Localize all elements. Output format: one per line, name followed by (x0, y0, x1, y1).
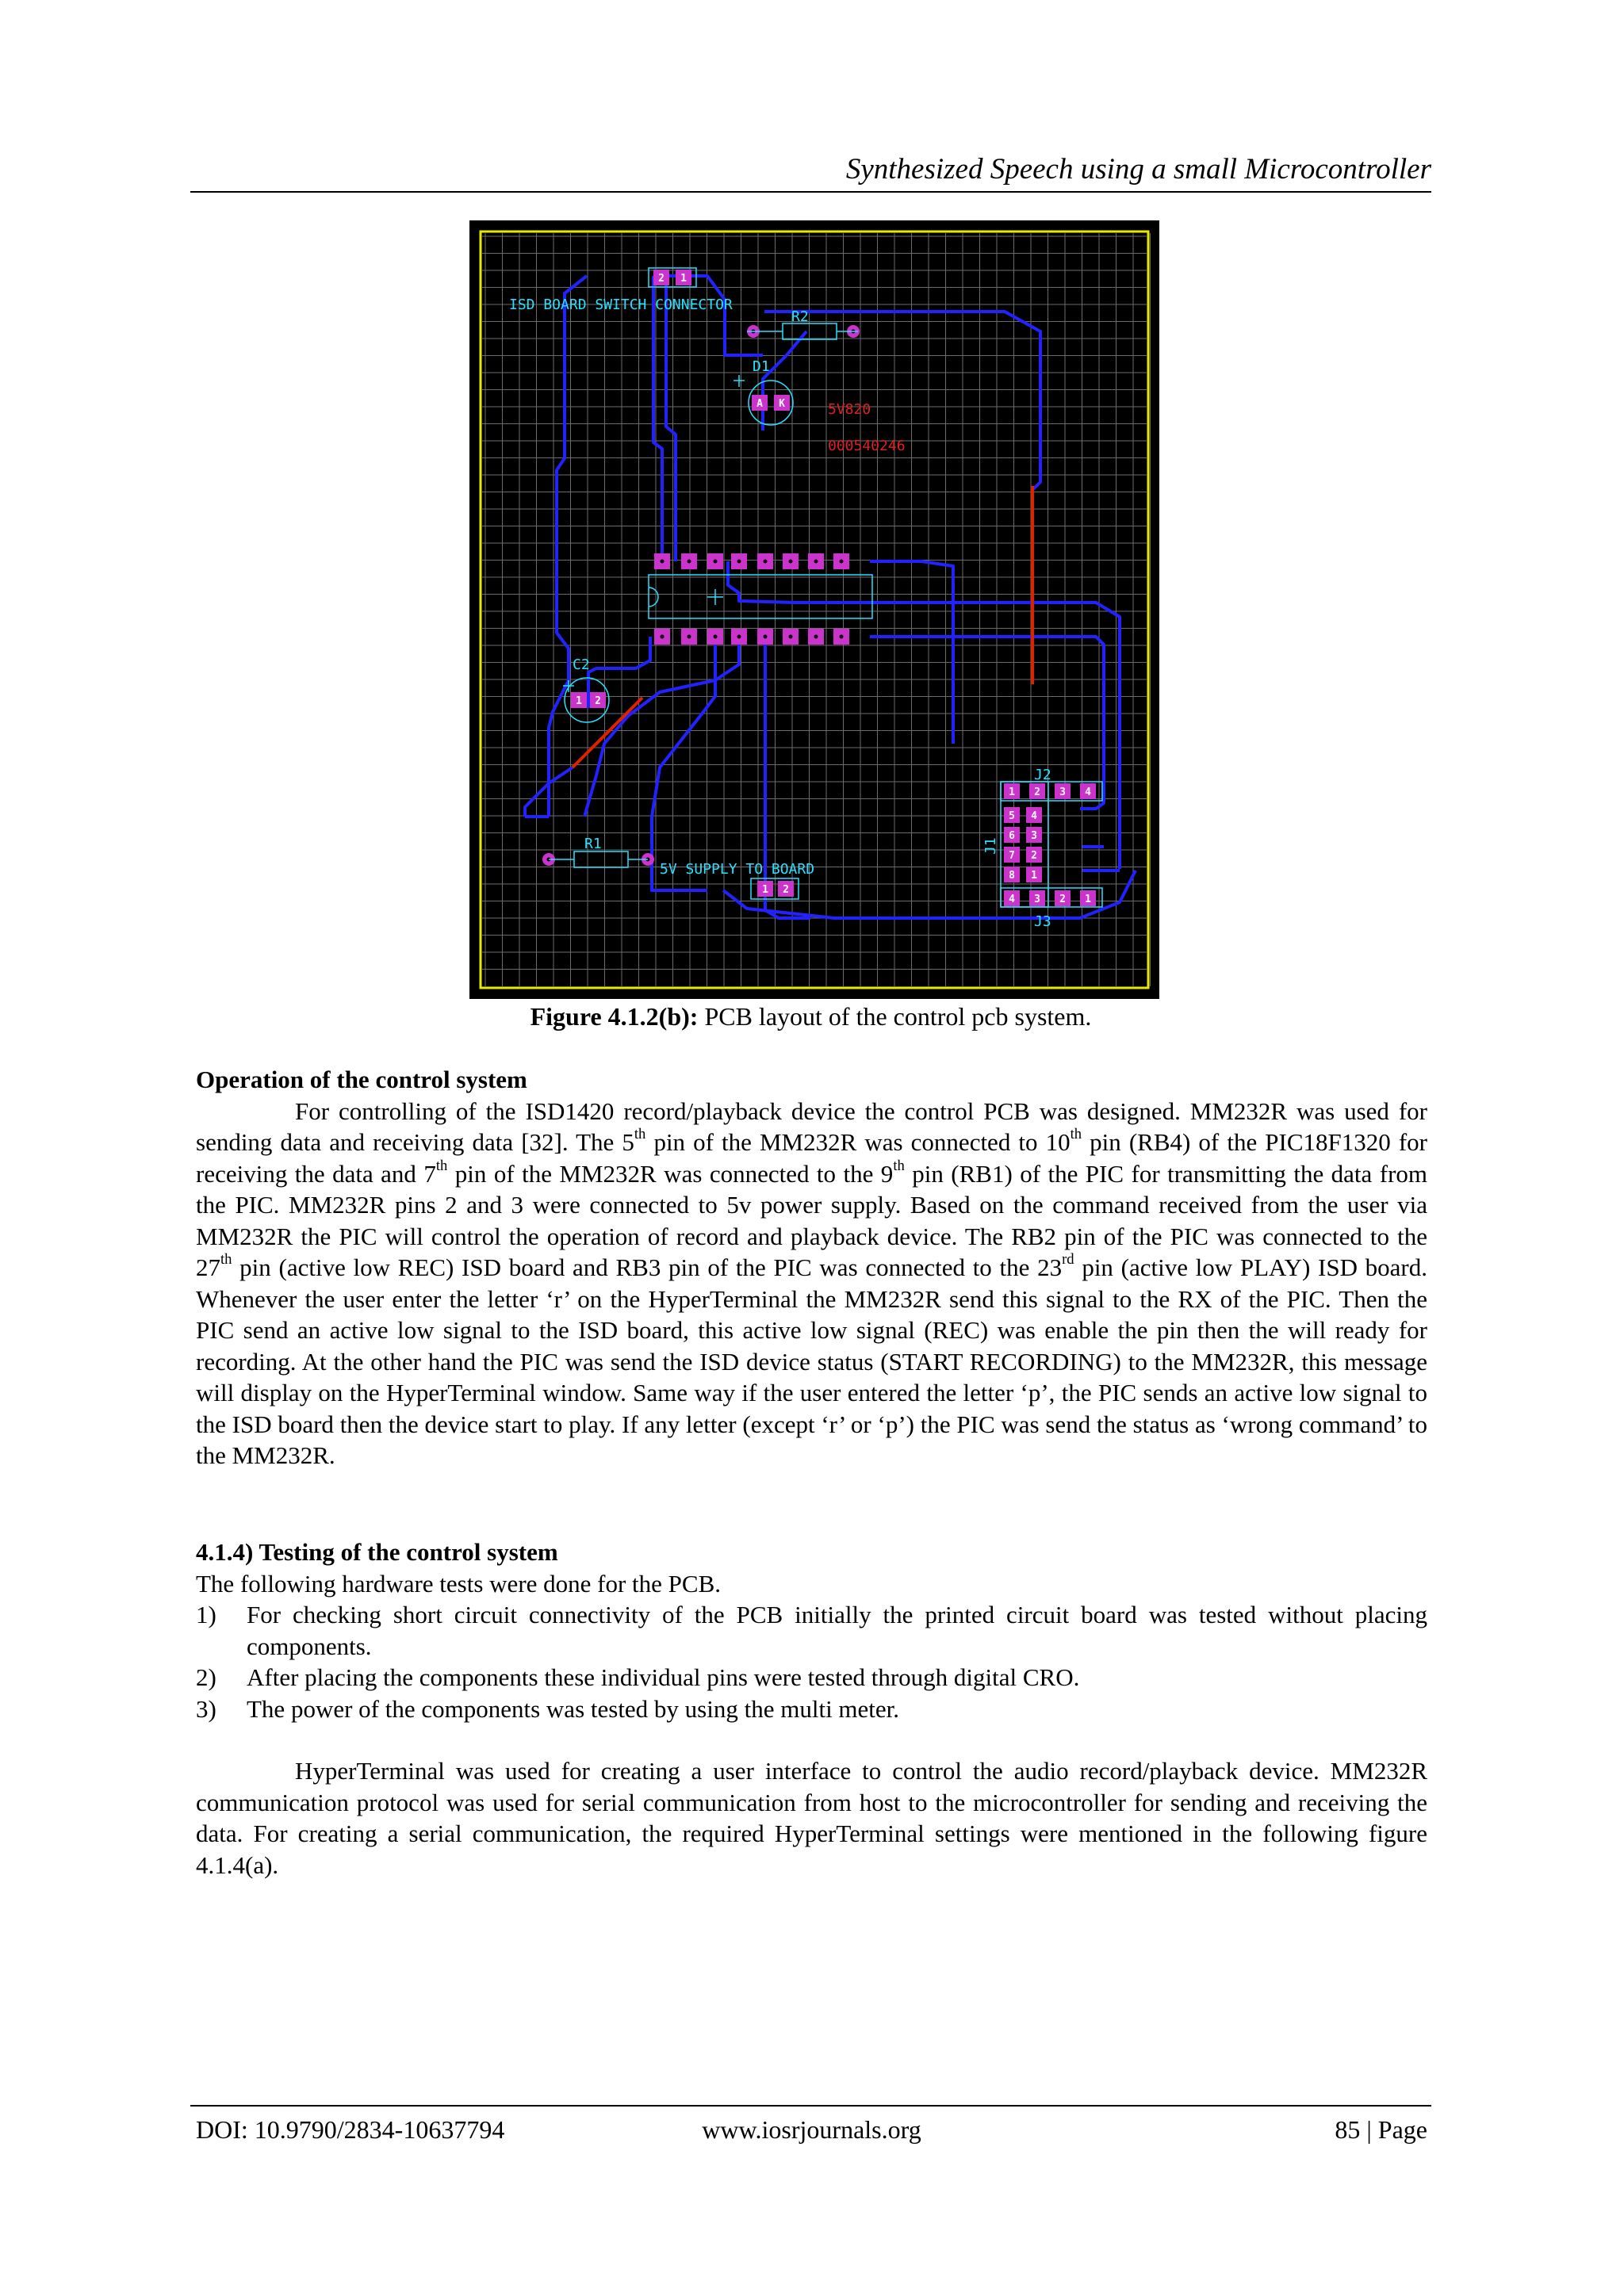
section-heading: 4.1.4) Testing of the control system (196, 1538, 558, 1566)
spacer (196, 1724, 1427, 1755)
pcb-label-d1: D1 (753, 358, 770, 375)
pcb-label-isd-connector: ISD BOARD SWITCH CONNECTOR (509, 297, 733, 313)
footer-page-number: 85 | Page (1335, 2115, 1427, 2144)
pad-number: 2 (783, 884, 789, 896)
pad-hole (840, 560, 844, 564)
running-header: Synthesized Speech using a small Microcontroller (845, 153, 1431, 186)
pad-hole (714, 635, 718, 639)
pad-hole (661, 560, 665, 564)
superscript: th (220, 1251, 232, 1269)
pad-hole (840, 635, 844, 639)
pad-number: 1 (1085, 894, 1091, 905)
footer-doi: DOI: 10.9790/2834-10637794 (196, 2115, 505, 2144)
pad-number: 3 (1059, 786, 1066, 798)
header-rule (190, 191, 1431, 193)
pad-number: 2 (1031, 850, 1037, 862)
pad-number: 4 (1009, 894, 1015, 905)
pcb-label-j3: J3 (1034, 913, 1051, 930)
pcb-label-c2: C2 (573, 656, 590, 673)
superscript: th (1070, 1126, 1082, 1143)
pad-number: 6 (1009, 830, 1015, 842)
pad-number: 5 (1009, 810, 1015, 822)
text-run: pin (RB1) of the PIC for transmitting the data from the PIC. MM232R pins 2 and 3 were connected to 5v power supply. Based on the command received from the user via MM232R the PIC will control the operation of record and playback device. The RB2 pin of the PIC was connected to the 27 (196, 1159, 1428, 1281)
pcb-label-j1: J1 (982, 837, 999, 855)
pcb-layout-drawing (469, 220, 1159, 999)
superscript: rd (1062, 1251, 1074, 1269)
text-run: pin (active low PLAY) ISD board. Whenever the user enter the letter ‘r’ on the HyperTerminal the MM232R send this signal to the RX of the PIC. Then the PIC send an active low signal to the ISD board, this active low signal (REC) was enable the pin then the will ready for recording. At the other hand the PIC was send the ISD device status (START RECORDING) to the MM232R, this message will display on the HyperTerminal window. Same way if the user entered the letter ‘p’, the PIC sends an active low signal to the ISD board then the device start to play. If any letter (except ‘r’ or ‘p’) the PIC was send the status as ‘wrong command’ to the MM232R. (196, 1253, 1428, 1469)
pad-hole (688, 560, 691, 564)
pad-hole (814, 635, 818, 639)
pad-number: 4 (1085, 786, 1091, 798)
pad-number: 2 (658, 273, 665, 285)
pcb-label-d1-code: 000540246 (828, 438, 906, 454)
list-number: 2) (196, 1663, 216, 1691)
list-item (196, 1693, 1427, 1725)
pad-number: 2 (1034, 786, 1040, 798)
pcb-label-supply: 5V SUPPLY TO BOARD (660, 861, 815, 878)
pad-number: 3 (1034, 894, 1040, 905)
superscript: th (893, 1157, 905, 1174)
pcb-background (469, 220, 1159, 999)
section-heading: Operation of the control system (196, 1066, 527, 1093)
pad-number: 1 (680, 273, 687, 285)
pad-number: 2 (595, 695, 601, 707)
pad-number: 4 (1031, 810, 1037, 822)
list-text: The power of the components was tested by using the multi meter. (247, 1694, 900, 1723)
list-item (196, 1599, 1427, 1662)
pad-hole (814, 560, 818, 564)
superscript: th (634, 1126, 646, 1143)
test-list (196, 1599, 1427, 1724)
pad-number: K (779, 398, 785, 410)
pcb-layout-figure (469, 220, 1159, 999)
pad-hole (789, 635, 793, 639)
pcb-label-r1: R1 (584, 836, 602, 852)
pad-number: A (756, 398, 763, 410)
footer-website: www.iosrjournals.org (702, 2115, 921, 2144)
figure-caption-text: PCB layout of the control pcb system. (698, 1002, 1092, 1031)
footer-rule (190, 2105, 1431, 2107)
paragraph (196, 1096, 1427, 1471)
superscript: th (435, 1157, 448, 1174)
list-number: 1) (196, 1601, 216, 1628)
pcb-label-j2: J2 (1034, 767, 1051, 783)
list-number: 3) (196, 1694, 216, 1723)
paragraph: The following hardware tests were done for the PCB. (196, 1569, 722, 1598)
list-text: After placing the components these individual pins were tested through digital CRO. (247, 1663, 1080, 1691)
figure-caption-label: Figure 4.1.2(b): (530, 1002, 699, 1031)
pad-number: 3 (1031, 830, 1037, 842)
pad-number: 1 (576, 695, 582, 707)
pad-hole (789, 560, 793, 564)
pad-number: 8 (1009, 870, 1015, 882)
section-testing (196, 1536, 1427, 1881)
pad-hole (714, 560, 718, 564)
pad-number: 1 (1009, 786, 1015, 798)
pad-hole (764, 560, 768, 564)
paragraph: HyperTerminal was used for creating a user interface to control the audio record/playback device. MM232R communication protocol was used for serial communication from host to the microcontroller for sending and receiving the data. For creating a serial communication, the required HyperTerminal settings were mentioned in the following figure 4.1.4(a). (196, 1757, 1427, 1879)
pad-number: 2 (1059, 894, 1066, 905)
list-item (196, 1662, 1427, 1693)
figure-caption (190, 1001, 1431, 1032)
pcb-label-r2: R2 (791, 308, 809, 325)
text-run: pin of the MM232R was connected to the 9 (447, 1159, 894, 1188)
pad-number: 1 (1031, 870, 1037, 882)
pad-number: 1 (762, 884, 768, 896)
pad-number: 7 (1009, 850, 1015, 862)
text-run: pin (RB4) of the PIC18F1320 for receiving the data and 7 (196, 1128, 1428, 1188)
pad-hole (764, 635, 768, 639)
text-run: pin of the MM232R was connected to 10 (645, 1128, 1071, 1156)
pad-hole (688, 635, 691, 639)
text-run: For controlling of the ISD1420 record/playback device the control PCB was designed. MM232R was used for sending data and receiving data [32]. The 5 (196, 1096, 1427, 1156)
page-footer (196, 2112, 1427, 2147)
text-run: pin (active low REC) ISD board and RB3 pin of the PIC was connected to the 23 (232, 1253, 1063, 1281)
pad-hole (737, 560, 741, 564)
list-text: For checking short circuit connectivity of the PCB initially the printed circuit board was tested without placing components. (247, 1601, 1427, 1660)
section-operation (196, 1064, 1427, 1471)
pcb-label-d1-part: 5V820 (828, 401, 871, 418)
pad-hole (737, 635, 741, 639)
pad-hole (661, 635, 665, 639)
